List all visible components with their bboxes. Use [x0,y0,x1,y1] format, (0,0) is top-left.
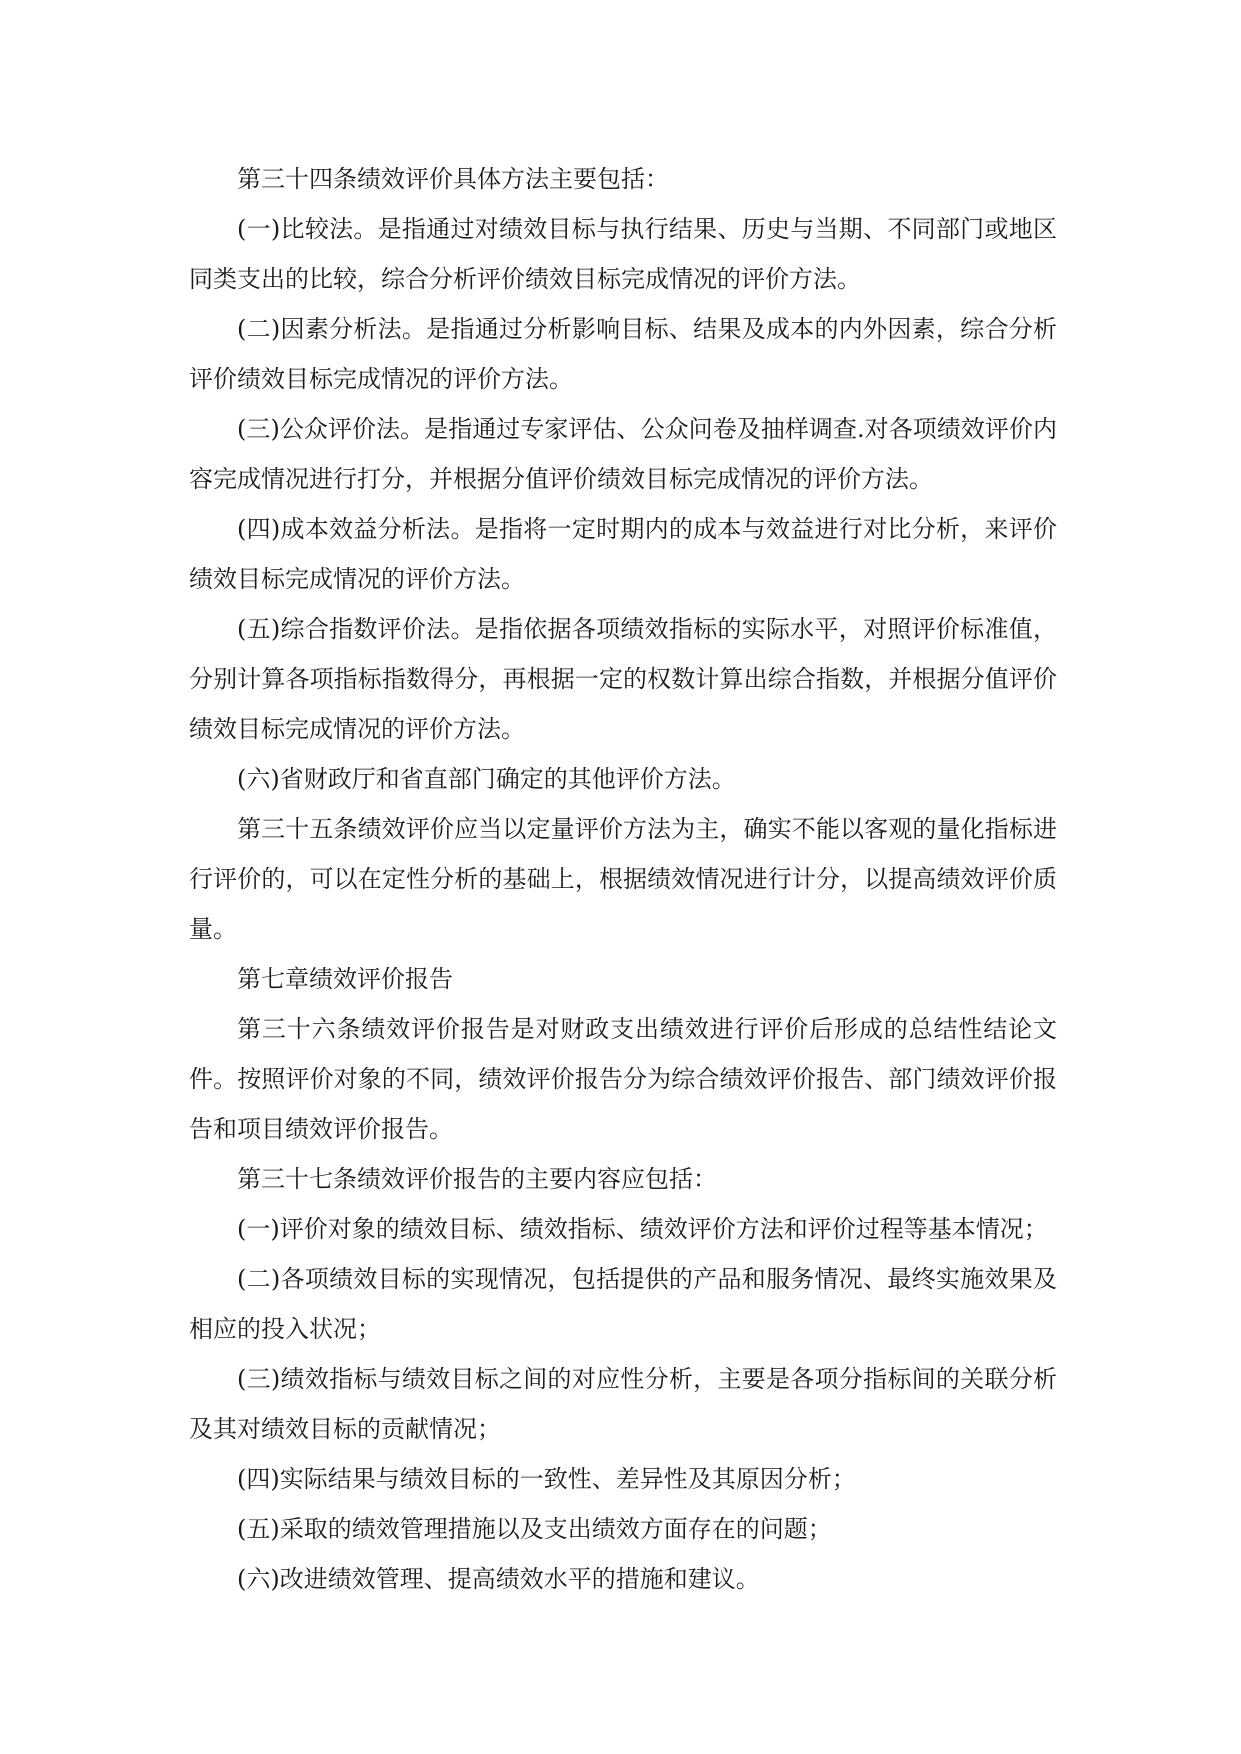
report-item-6: (六)改进绩效管理、提高绩效水平的措施和建议。 [237,1565,760,1593]
report-item-1: (一)评价对象的绩效目标、绩效指标、绩效评价方法和评价过程等基本情况； [237,1215,1048,1243]
report-item-4: (四)实际结果与绩效目标的一致性、差异性及其原因分析； [237,1465,856,1493]
method-factor-analysis: (二)因素分析法。是指通过分析影响目标、结果及成本的内外因素，综合分析评价绩效目标完成情况的评价方法。 [189,315,1057,393]
article-35: 第三十五条绩效评价应当以定量评价方法为主，确实不能以客观的量化指标进行评价的，可以在定性分析的基础上，根据绩效情况进行计分，以提高绩效评价质量。 [189,815,1057,943]
article-37-heading: 第三十七条绩效评价报告的主要内容应包括： [237,1165,717,1193]
article-34-heading: 第三十四条绩效评价具体方法主要包括： [237,165,669,193]
chapter-7-heading: 第七章绩效评价报告 [237,965,453,993]
report-item-2: (二)各项绩效目标的实现情况，包括提供的产品和服务情况、最终实施效果及相应的投入状况； [189,1265,1057,1343]
method-public-evaluation: (三)公众评价法。是指通过专家评估、公众问卷及抽样调查.对各项绩效评价内容完成情况进行打分，并根据分值评价绩效目标完成情况的评价方法。 [189,415,1057,493]
document-body [189,154,1057,1604]
method-other: (六)省财政厅和省直部门确定的其他评价方法。 [237,765,736,793]
method-comparison: (一)比较法。是指通过对绩效目标与执行结果、历史与当期、不同部门或地区同类支出的比较，综合分析评价绩效目标完成情况的评价方法。 [189,215,1057,293]
report-item-5: (五)采取的绩效管理措施以及支出绩效方面存在的问题； [237,1515,832,1543]
method-cost-benefit: (四)成本效益分析法。是指将一定时期内的成本与效益进行对比分析，来评价绩效目标完成情况的评价方法。 [189,515,1057,593]
method-composite-index: (五)综合指数评价法。是指依据各项绩效指标的实际水平，对照评价标准值，分别计算各项指标指数得分，再根据一定的权数计算出综合指数，并根据分值评价绩效目标完成情况的评价方法。 [189,615,1057,743]
article-36: 第三十六条绩效评价报告是对财政支出绩效进行评价后形成的总结性结论文件。按照评价对象的不同，绩效评价报告分为综合绩效评价报告、部门绩效评价报告和项目绩效评价报告。 [189,1015,1057,1143]
report-item-3: (三)绩效指标与绩效目标之间的对应性分析，主要是各项分指标间的关联分析及其对绩效目标的贡献情况； [189,1365,1057,1443]
